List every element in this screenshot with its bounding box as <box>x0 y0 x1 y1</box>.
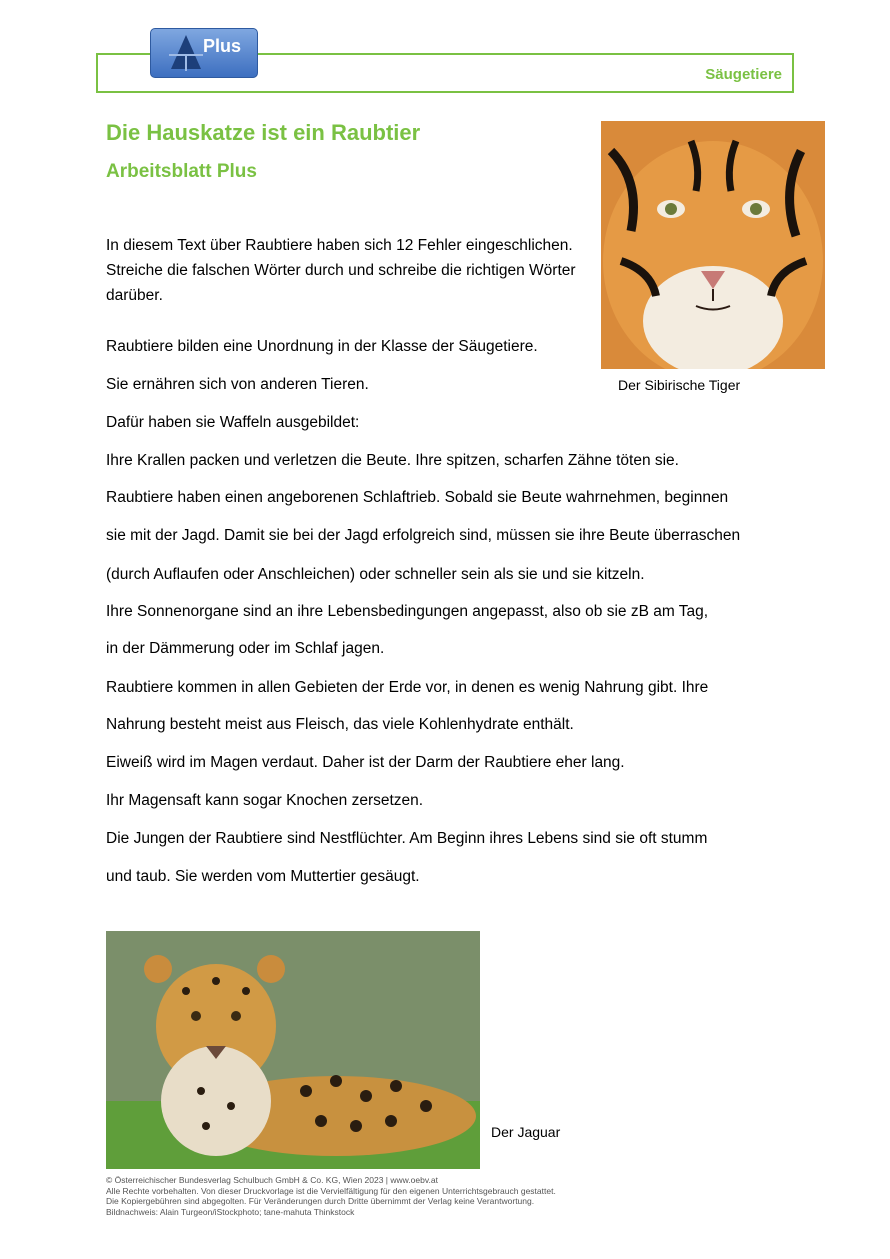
page-subtitle: Arbeitsblatt Plus <box>106 161 257 182</box>
tiger-photo <box>601 121 825 369</box>
instructions: In diesem Text über Raubtiere haben sich 12 Fehler eingeschlichen. Streiche die falschen Wörter durch und schreibe die richtigen Wörter darüber. <box>106 237 576 304</box>
text-line: Eiweiß wird im Magen verdaut. Daher ist der Darm der Raubtiere eher lang. <box>106 754 625 771</box>
text-line: Dafür haben sie Waffeln ausgebildet: <box>106 414 360 431</box>
text-line: Ihre Sonnenorgane sind an ihre Lebensbedingungen angepasst, also ob sie zB am Tag, <box>106 603 709 620</box>
text-line: Nahrung besteht meist aus Fleisch, das viele Kohlenhydrate enthält. <box>106 716 574 733</box>
footer-copyright <box>106 1175 556 1217</box>
logo-text: Plus <box>203 36 242 56</box>
text-line: Die Jungen der Raubtiere sind Nestflüchter. Am Beginn ihres Lebens sind sie oft stumm <box>106 830 708 847</box>
jaguar-photo <box>106 931 480 1169</box>
footer-line: © Österreichischer Bundesverlag Schulbuch GmbH & Co. KG, Wien 2023 | www.oebv.at <box>106 1175 438 1185</box>
tiger-caption: Der Sibirische Tiger <box>618 377 741 393</box>
text-line: Ihre Krallen packen und verletzen die Beute. Ihre spitzen, scharfen Zähne töten sie. <box>106 452 679 469</box>
text-line: sie mit der Jagd. Damit sie bei der Jagd erfolgreich sind, müssen sie ihre Beute überraschen <box>106 527 741 544</box>
text-line: Raubtiere bilden eine Unordnung in der Klasse der Säugetiere. <box>106 338 538 355</box>
jaguar-caption: Der Jaguar <box>491 1124 561 1140</box>
footer-line: Bildnachweis: Alain Turgeon/iStockphoto; tane-mahuta Thinkstock <box>106 1206 355 1217</box>
triangle-logo-icon <box>169 33 203 71</box>
text-line: Ihr Magensaft kann sogar Knochen zersetzen. <box>106 792 424 809</box>
footer-line: Alle Rechte vorbehalten. Von dieser Druckvorlage ist die Vervielfältigung für den eigenen Unterrichtsgebrauch gestattet. <box>106 1185 556 1196</box>
text-line: und taub. Sie werden vom Muttertier gesäugt. <box>106 868 420 885</box>
plus-logo <box>150 28 258 78</box>
topic-label: Säugetiere <box>705 66 782 83</box>
text-line: Sie ernähren sich von anderen Tieren. <box>106 376 369 393</box>
text-line: in der Dämmerung oder im Schlaf jagen. <box>106 640 385 657</box>
footer-line: Die Kopiergebühren sind abgegolten. Für Veränderungen durch Dritte übernimmt der Verlag keine Verantwortung. <box>106 1196 535 1206</box>
text-line: (durch Auflaufen oder Anschleichen) oder schneller sein als sie und sie kitzeln. <box>106 566 645 583</box>
text-line: Raubtiere haben einen angeborenen Schlaftrieb. Sobald sie Beute wahrnehmen, beginnen <box>106 489 729 506</box>
text-line: Raubtiere kommen in allen Gebieten der Erde vor, in denen es wenig Nahrung gibt. Ihre <box>106 679 709 696</box>
page-title: Die Hauskatze ist ein Raubtier <box>106 120 421 145</box>
